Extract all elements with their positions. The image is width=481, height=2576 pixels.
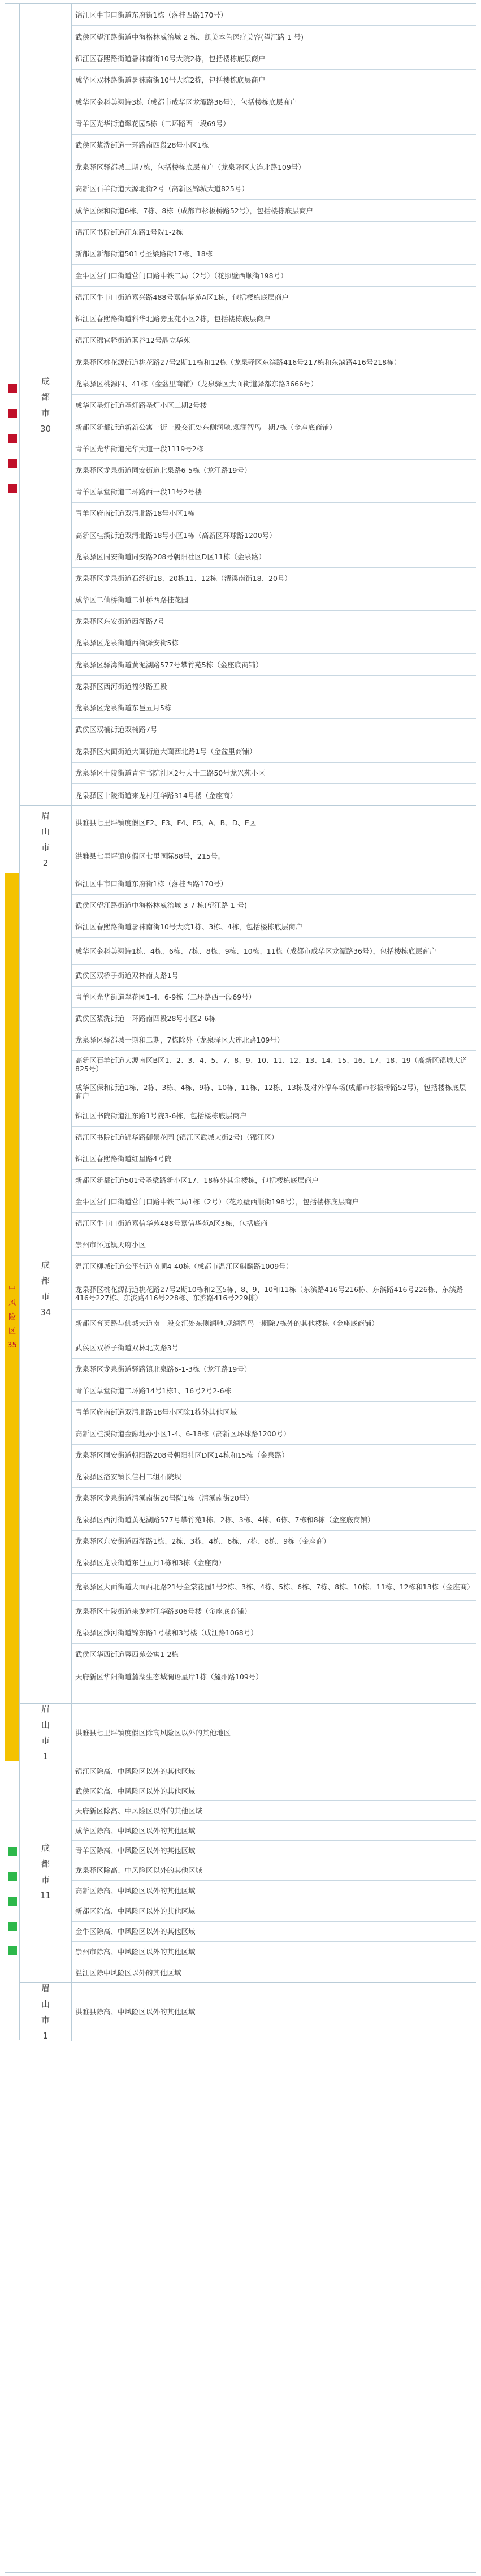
area-row: 青羊区草堂街道二环路14号1栋1、16号2号2-6栋 xyxy=(72,1380,476,1402)
area-row: 洪雅县除高、中风险区以外的其他区域 xyxy=(75,2008,196,2016)
area-list xyxy=(72,4,476,805)
city-name-cell xyxy=(20,1761,72,1982)
area-row: 龙泉驿区大面街道大面西北路21号金棠花园1号2栋、3栋、4栋、5栋、6栋、7栋、8栋、10栋、11栋、12栋和13栋（金座商） xyxy=(72,1574,476,1601)
area-row: 金牛区营门口街道营门口路中铁二局（2号）（花照壁西顺街198号） xyxy=(72,265,476,287)
risk-color-marker xyxy=(8,434,17,443)
city-name-char: 成 xyxy=(41,1259,50,1270)
city-area-count: 11 xyxy=(40,1890,51,1901)
area-row: 崇州市除高、中风险区以外的其他区域 xyxy=(72,1942,476,1962)
area-list xyxy=(72,1983,476,2041)
area-row: 青羊区除高、中风险区以外的其他区域 xyxy=(72,1841,476,1860)
area-row: 武侯区双楠街道双楠路7号 xyxy=(72,719,476,740)
risk-color-marker xyxy=(8,1847,17,1856)
area-row: 龙泉驿区同安街道朝阳路208号朝阳社区D区14栋和15栋（金泉路） xyxy=(72,1445,476,1466)
risk-section xyxy=(5,1761,476,2040)
area-row: 龙泉驿区同安街道同安路208号朝阳社区D区11栋（金泉路） xyxy=(72,546,476,568)
area-row: 锦江区除高、中风险区以外的其他区域 xyxy=(72,1761,476,1781)
area-row: 锦江区书院街道江东路1号院3-6栋，包括楼栋底层商户 xyxy=(72,1105,476,1127)
city-area-count: 1 xyxy=(42,2030,49,2041)
city-name-cell xyxy=(20,873,72,1703)
city-name-char: 眉 xyxy=(41,1983,50,1993)
city-area-count: 30 xyxy=(40,423,51,434)
area-row: 成华区保和街道1栋、2栋、3栋、4栋、9栋、10栋、11栋、12栋、13栋及对外停车场(成都市杉板桥路52号)，包括楼栋底层商户 xyxy=(72,1078,476,1105)
area-row: 崇州市怀远镇天府小区 xyxy=(72,1234,476,1256)
area-row: 锦江区春熙路街道科华北路旁玉苑小区2栋，包括楼栋底层商户 xyxy=(72,308,476,330)
risk-color-marker xyxy=(8,1946,17,1955)
area-list xyxy=(72,1704,476,1761)
area-row: 成华区金科美翔诗3栋（成都市成华区龙潭路36号），包括楼栋底层商户 xyxy=(72,91,476,113)
risk-color-marker xyxy=(8,1872,17,1881)
city-name-char: 市 xyxy=(41,1875,50,1885)
city-name-char: 市 xyxy=(41,407,50,418)
risk-section xyxy=(5,873,476,1761)
area-row: 高新区石羊街道大源北街2号（高新区锦城大道825号） xyxy=(72,178,476,200)
area-row: 武侯区双桥子街道双林南支路1号 xyxy=(72,965,476,987)
area-row: 武侯区华西街道蓉西苑公寓1-2栋 xyxy=(72,1644,476,1665)
city-name-char: 眉 xyxy=(41,811,50,821)
risk-color-marker xyxy=(8,1922,17,1931)
area-row: 高新区石羊街道大源南区B区1、2、3、4、5、7、8、9、10、11、12、13、14、15、16、17、18、19（高新区锦城大道825号） xyxy=(72,1051,476,1078)
area-row: 武侯区浆洗街道一环路南四段28号小区1栋 xyxy=(72,135,476,156)
area-row: 新都区育英路与佛城大道南一段交汇处东侧润驰.观澜智鸟一期除7栋外的其他楼栋（金座底商铺） xyxy=(72,1310,476,1337)
risk-section xyxy=(5,4,476,873)
area-row: 龙泉驿区东安街道西湖路1栋、2栋、3栋、4栋、6栋、7栋、8栋、9栋（金座商） xyxy=(72,1531,476,1552)
area-row: 龙泉驿区桃源四、41栋（金盆里商铺）（龙泉驿区大面街道驿都东路3666号） xyxy=(72,373,476,395)
city-name-cell xyxy=(20,1983,72,2041)
area-row: 新都区除高、中风险区以外的其他区域 xyxy=(72,1901,476,1922)
area-row: 武侯区望江路街道中海格林威治城 3-7 栋(望江路 1 号) xyxy=(72,895,476,916)
risk-color-marker xyxy=(8,384,17,393)
area-row: 成华区二仙桥街道二仙桥西路桂花园 xyxy=(72,589,476,611)
area-row: 锦江区锦官驿街道蓝谷12号晶立华苑 xyxy=(72,330,476,351)
city-area-count: 2 xyxy=(42,858,49,868)
area-row: 龙泉驿区洛安镇长佳村二组石院坝 xyxy=(72,1466,476,1488)
risk-color-marker xyxy=(8,409,17,418)
risk-area-table xyxy=(5,3,476,2573)
area-row: 高新区桂溪街道双清北路18号小区1栋（高新区环球路1200号） xyxy=(72,524,476,546)
area-row: 锦江区牛市口街道嘉信华苑488号嘉信华苑A区3栋，包括底商 xyxy=(72,1213,476,1234)
city-name-cell xyxy=(20,4,72,805)
area-row: 龙泉驿区驿都城二期7栋，包括楼栋底层商户（龙泉驿区大连北路109号） xyxy=(72,156,476,178)
area-row: 洪雅县七里坪镇度假区除高风险区以外的其他地区 xyxy=(75,1728,231,1737)
area-row: 青羊区府南街道双清北路18号小区1栋 xyxy=(72,503,476,524)
risk-level-char: 区 xyxy=(8,1327,16,1336)
area-row: 龙泉驿区龙泉街道清溪南街20号院1栋（清溪南街20号） xyxy=(72,1488,476,1509)
area-row: 龙泉驿区西河街道福沙路五段 xyxy=(72,676,476,697)
area-row: 龙泉驿区驿都城一期和二期，7栋除外（龙泉驿区大连北路109号） xyxy=(72,1029,476,1051)
area-row: 青羊区草堂街道二环路西一段11号2号楼 xyxy=(72,481,476,503)
area-row: 龙泉驿区龙泉街道东邑五月1栋和3栋（金座商） xyxy=(72,1552,476,1574)
area-row: 新都区新都街道501号圣梁路新小区17、18栋外其余楼栋，包括楼栋底层商户 xyxy=(72,1170,476,1191)
city-block xyxy=(20,1704,476,1761)
city-block xyxy=(20,1761,476,1983)
area-row: 天府新区华阳街道麓湖生态城澜语星岸1栋（麓州路109号） xyxy=(75,1672,263,1681)
city-name-char: 市 xyxy=(41,2014,50,2025)
area-row: 高新区桂溪街道金融地办小区1-4、6-18栋（高新区环球路1200号） xyxy=(72,1423,476,1445)
city-name-cell xyxy=(20,1704,72,1761)
area-row: 成华区双林路街道暑袜南街10号大院2栋，包括楼栋底层商户 xyxy=(72,70,476,91)
area-row: 武侯区望江路街道中海格林威治城 2 栋、凯美本色医疗美容(望江路 1 号) xyxy=(72,26,476,48)
area-row: 青羊区光华街道翠花园5栋（二环路西一段69号） xyxy=(72,113,476,135)
city-name-char: 成 xyxy=(41,376,50,386)
area-row: 龙泉驿区西河街道黄泥湖路577号攀竹苑1栋、2栋、3栋、4栋、6栋、7栋和8栋（金座底商铺） xyxy=(72,1509,476,1531)
risk-level-char: 风 xyxy=(8,1299,16,1307)
city-name-char: 山 xyxy=(41,826,50,837)
city-block xyxy=(20,873,476,1704)
risk-level-column xyxy=(5,4,20,873)
city-name-char: 成 xyxy=(41,1843,50,1853)
area-list xyxy=(72,873,476,1703)
area-row: 龙泉驿区桃花源街道桃花路27号2期10栋和2区5栋、8、9、10和11栋（东滨路416号216栋、东滨路416号226栋、东滨路416号227栋、东滨路416号228栋、东滨路416号229栋） xyxy=(72,1277,476,1310)
area-row: 武侯区双桥子街道双林北支路3号 xyxy=(72,1337,476,1359)
area-row: 龙泉驿区龙泉街道驿路镇北泉路6-1-3栋（龙江路19号） xyxy=(72,1359,476,1380)
area-row: 龙泉驿区十陵街道青宅书院社区2号大十三路50号龙兴苑小区 xyxy=(72,763,476,784)
area-row: 龙泉驿区沙河街道锦东路1号楼和3号楼（成江路1068号） xyxy=(72,1622,476,1644)
area-row: 成华区圣灯街道圣灯路圣灯小区二期2号楼 xyxy=(72,395,476,416)
city-name-char: 市 xyxy=(41,1291,50,1302)
area-row: 天府新区除高、中风险区以外的其他区域 xyxy=(72,1801,476,1821)
area-row: 龙泉驿区龙泉街道西街驿安街5栋 xyxy=(72,632,476,654)
area-row: 温江区柳城街道公平街道南顺4-40栋（成都市温江区麒麟路1009号） xyxy=(72,1256,476,1277)
city-block xyxy=(20,806,476,873)
area-row: 青羊区光华街道光华大道一段1119号2栋 xyxy=(72,438,476,460)
area-row: 成华区除高、中风险区以外的其他区域 xyxy=(72,1821,476,1841)
area-row: 洪雅县七里坪镇度假区七里国际88号，215号。 xyxy=(75,852,225,860)
area-row: 龙泉驿区龙泉街道同安街道北泉路6-5栋（龙江路19号） xyxy=(72,460,476,481)
area-row: 成华区保和街道6栋、7栋、8栋（成都市杉板桥路52号），包括楼栋底层商户 xyxy=(72,200,476,222)
area-row: 龙泉驿区十陵街道来龙村江华路314号楼（金座商） xyxy=(75,791,237,800)
area-row: 锦江区牛市口街道嘉兴路488号嘉信华苑A区1栋，包括楼栋底层商户 xyxy=(72,287,476,308)
risk-level-count: 35 xyxy=(7,1341,17,1350)
city-name-char: 市 xyxy=(41,1735,50,1746)
risk-color-marker xyxy=(8,459,17,468)
area-row: 成华区金科美翔诗1栋、4栋、6栋、7栋、8栋、9栋、10栋、11栋（成都市成华区龙潭路36号），包括楼栋底层商户 xyxy=(72,938,476,965)
risk-color-marker xyxy=(8,484,17,493)
area-row: 锦江区春熙路街道暑袜南街10号大院1栋、3栋、4栋，包括楼栋底层商户 xyxy=(72,916,476,938)
area-row: 青羊区光华街道翠花园1-4、6-9栋（二环路西一段69号） xyxy=(72,987,476,1008)
area-row: 新都区新都街道501号圣梁路街17栋、18栋 xyxy=(72,243,476,265)
area-row: 锦江区春熙路街道红星路4号院 xyxy=(72,1148,476,1170)
area-row: 锦江区书院街道江东路1号院1-2栋 xyxy=(72,222,476,243)
city-name-char: 都 xyxy=(41,1275,50,1286)
city-area-count: 34 xyxy=(40,1307,51,1317)
area-row: 新都区新都街道新新公寓一街一段交汇处东侧润驰.观澜智鸟一期7栋（金座底商铺） xyxy=(72,416,476,438)
area-row: 龙泉驿区除高、中风险区以外的其他区域 xyxy=(72,1860,476,1881)
area-row: 锦江区牛市口街道东府街1栋（落桂西路170号） xyxy=(72,4,476,26)
area-row: 龙泉驿区东安街道西湖路7号 xyxy=(72,611,476,632)
area-list xyxy=(72,806,476,873)
area-row: 龙泉驿区龙泉街道石经街18、20栋11、12栋（清溪南街18、20号） xyxy=(72,568,476,589)
area-row: 龙泉驿区桃花源街道桃花路27号2期11栋和12栋（龙泉驿区东滨路416号217栋和东滨路416号218栋） xyxy=(72,351,476,373)
city-area-count: 1 xyxy=(42,1751,49,1761)
area-row: 金牛区营门口街道营门口路中铁二局1栋（2号）（花照壁西顺街198号），包括楼栋底层商户 xyxy=(72,1191,476,1213)
area-row: 青羊区府南街道双清北路18号小区除1栋外其他区域 xyxy=(72,1402,476,1423)
city-block xyxy=(20,4,476,806)
area-row: 锦江区春熙路街道暑袜南街10号大院2栋，包括楼栋底层商户 xyxy=(72,48,476,70)
area-row: 温江区除中风险区以外的其他区域 xyxy=(75,1968,181,1977)
city-name-char: 山 xyxy=(41,1720,50,1730)
risk-level-column xyxy=(5,1761,20,2040)
city-name-char: 市 xyxy=(41,842,50,852)
area-row: 武侯区浆洗街道一环路南四段28号小区2-6栋 xyxy=(72,1008,476,1029)
area-row: 龙泉驿区十陵街道来龙村江华路306号楼（金座底商铺） xyxy=(72,1601,476,1622)
city-block xyxy=(20,1983,476,2041)
area-row: 锦江区牛市口街道东府街1栋（落桂西路170号） xyxy=(72,873,476,895)
risk-level-column xyxy=(5,873,20,1761)
city-name-char: 山 xyxy=(41,1998,50,2009)
area-row: 武侯区除高、中风险区以外的其他区域 xyxy=(72,1781,476,1801)
area-row: 龙泉驿区大面街道大面街道大面西北路1号（金盆里商铺） xyxy=(72,740,476,763)
area-row: 洪雅县七里坪镇度假区F2、F3、F4、F5、A、B、D、E区 xyxy=(72,806,476,839)
city-name-cell xyxy=(20,806,72,873)
area-row: 龙泉驿区驿湾街道黄泥湖路577号攀竹苑5栋（金座底商铺） xyxy=(72,654,476,676)
area-row: 金牛区除高、中风险区以外的其他区域 xyxy=(72,1922,476,1942)
city-name-char: 都 xyxy=(41,1859,50,1869)
area-row: 锦江区书院街道锦华路御景花园 (锦江区武城大街2号)（锦江区） xyxy=(72,1127,476,1148)
city-name-char: 眉 xyxy=(41,1704,50,1714)
risk-color-marker xyxy=(8,1897,17,1906)
risk-level-char: 险 xyxy=(8,1313,16,1321)
risk-level-char: 中 xyxy=(8,1285,16,1293)
city-name-char: 都 xyxy=(41,391,50,402)
area-list xyxy=(72,1761,476,1982)
area-row: 龙泉驿区龙泉街道东邑五月5栋 xyxy=(72,697,476,719)
area-row: 高新区除高、中风险区以外的其他区域 xyxy=(72,1881,476,1901)
